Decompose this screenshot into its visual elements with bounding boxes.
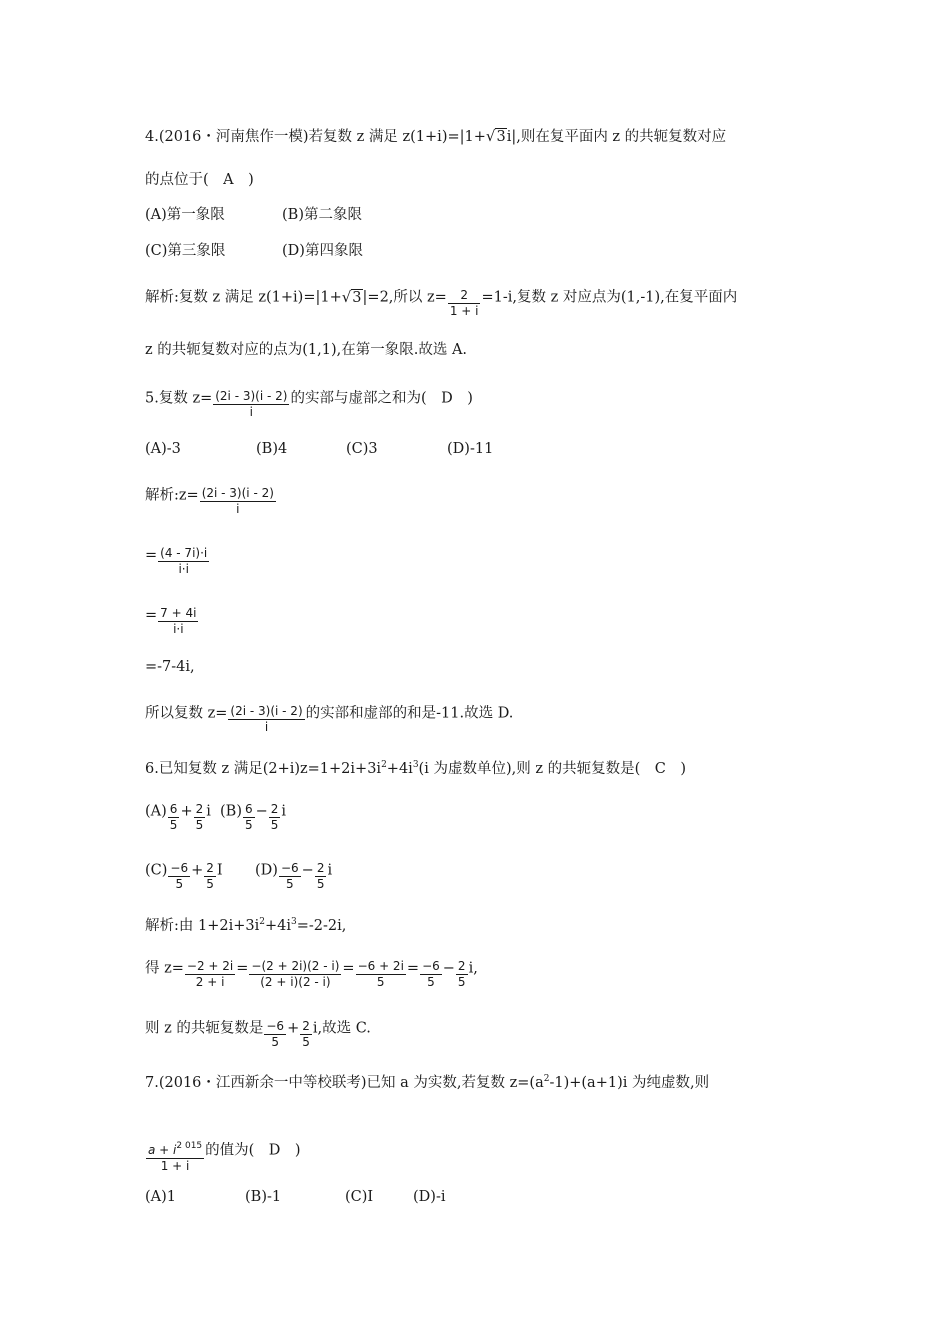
q4-option-d: (D)第四象限: [282, 243, 363, 259]
fraction: $\frac{(4 - 7i)\cdot i}{i\cdot i}$: [160, 546, 208, 576]
fraction: $\frac{a + i^{2 015}}{1 + i}$: [148, 1141, 203, 1173]
q5-option-a: (A)-3: [145, 441, 181, 457]
q7-stem-line2: $\frac{a + i^{2 015}}{1 + i}$ 的值为( D ): [148, 1141, 301, 1173]
q4-option-b: (B)第二象限: [282, 207, 362, 223]
q6-option-c: (C) $\frac{-6}{5}$ + $\frac{2}{5}$ I: [145, 861, 223, 891]
q5-option-c: (C)3: [346, 441, 378, 457]
q6-option-a: (A) $\frac{6}{5}$ + $\frac{2}{5}$ i: [145, 802, 211, 832]
fraction: $\frac{-6}{5}$: [422, 959, 440, 989]
q7-options: [145, 1187, 445, 1207]
q4-stem-line2: 的点位于( A ): [145, 172, 254, 188]
q6-options-row1: [145, 796, 287, 832]
sqrt-symbol: √3: [341, 287, 362, 306]
q4-stem-line1: 4.(2016・河南焦作一模)若复数 z 满足 z(1+i)=|1+√3i|,则在复平面内 z 的共轭复数对应: [145, 127, 727, 145]
q4-solution-line2: z 的共轭复数对应的点为(1,1),在第一象限.故选 A.: [145, 342, 468, 358]
fraction: $\frac{-(2 + 2i)(2 - i)}{(2 + i)(2 - i)}$: [251, 959, 340, 989]
fraction: $\frac{7 + 4i}{i\cdot i}$: [160, 606, 197, 636]
q5-solution-line3: = $\frac{7 + 4i}{i\cdot i}$: [145, 606, 197, 636]
q5-option-b: (B)4: [256, 441, 288, 457]
q6-option-d: (D) $\frac{-6}{5}$ − $\frac{2}{5}$ i: [255, 861, 333, 891]
q7-stem-line1: 7.(2016・江西新余一中等校联考)已知 a 为实数,若复数 $z=(a^2-1)+(a+1)i$ 为纯虚数,则: [145, 1074, 710, 1091]
q5-option-d: (D)-11: [447, 441, 494, 457]
fraction: $\frac{-6 + 2i}{5}$: [357, 959, 404, 989]
q4-options-row2: [145, 241, 363, 261]
q7-option-c: (C)I: [345, 1189, 374, 1205]
q5-stem: 5.复数 z= $\frac{(2i - 3)(i - 2)}{i}$ 的实部与虚部之和为( D ): [145, 389, 473, 419]
q4-options-row1: [145, 205, 362, 225]
q6-solution-line2: 得 z= $\frac{-2 + 2i}{2 + i}$ = $\frac{-(2 + 2i)(2 - i)}{(2 + i)(2 - i)}$ = $\frac{-6 + 2i}{5}$ = $\frac{-6}{5}$ − $\frac{2}{5}$ i,: [145, 959, 478, 989]
q6-solution-line1: 解析:由 $1+2i+3i^2+4i^3=-2-2i$,: [145, 917, 347, 934]
q5-solution-line5: 所以复数 z= $\frac{(2i - 3)(i - 2)}{i}$ 的实部和虚部的和是-11.故选 D.: [145, 704, 514, 734]
fraction: $\frac{2}{5}$: [457, 959, 466, 989]
q7-option-a: (A)1: [145, 1189, 177, 1205]
fraction: $\frac{-6}{5}$: [266, 1019, 285, 1049]
q6-option-b: (B) $\frac{6}{5}$ − $\frac{2}{5}$ i: [220, 802, 287, 832]
q7-option-b: (B)-1: [245, 1189, 282, 1205]
sqrt-symbol: √3: [485, 127, 506, 145]
q4-option-c: (C)第三象限: [145, 243, 226, 259]
q6-options-row2: [145, 855, 333, 891]
fraction: $\frac{-2 + 2i}{2 + i}$: [186, 959, 234, 989]
q5-solution-line1: 解析:z= $\frac{(2i - 3)(i - 2)}{i}$: [145, 486, 274, 516]
q4-option-a: (A)第一象限: [145, 207, 225, 223]
fraction: $\frac{(2i - 3)(i - 2)}{i}$: [230, 704, 303, 734]
q6-stem: 6.已知复数 z 满足$(2+i)z=1+2i+3i^2+4i^3(i$ 为虚数单位),则 z 的共轭复数是( C ): [145, 760, 686, 777]
q6-solution-line3: 则 z 的共轭复数是 $\frac{-6}{5}$ + $\frac{2}{5}$ i,故选 C.: [145, 1019, 371, 1049]
q7-option-d: (D)-i: [413, 1189, 446, 1205]
fraction: $\frac{(2i - 3)(i - 2)}{i}$: [201, 486, 274, 516]
fraction: $\frac{2}{5}$: [302, 1019, 310, 1049]
q5-solution-line4: =-7-4i,: [145, 659, 195, 675]
q4-solution-line1: 解析:复数 z 满足 z(1+i)=|1+√3|=2,所以 z= $\frac{2}{1 + i}$ =1-i,复数 z 对应点为(1,-1),在复平面内: [145, 287, 738, 318]
fraction: $\frac{2}{1 + i}$: [449, 288, 479, 318]
q5-solution-line2: = $\frac{(4 - 7i)\cdot i}{i\cdot i}$: [145, 546, 208, 576]
fraction: $\frac{(2i - 3)(i - 2)}{i}$: [215, 389, 288, 419]
q5-options: [145, 439, 493, 459]
